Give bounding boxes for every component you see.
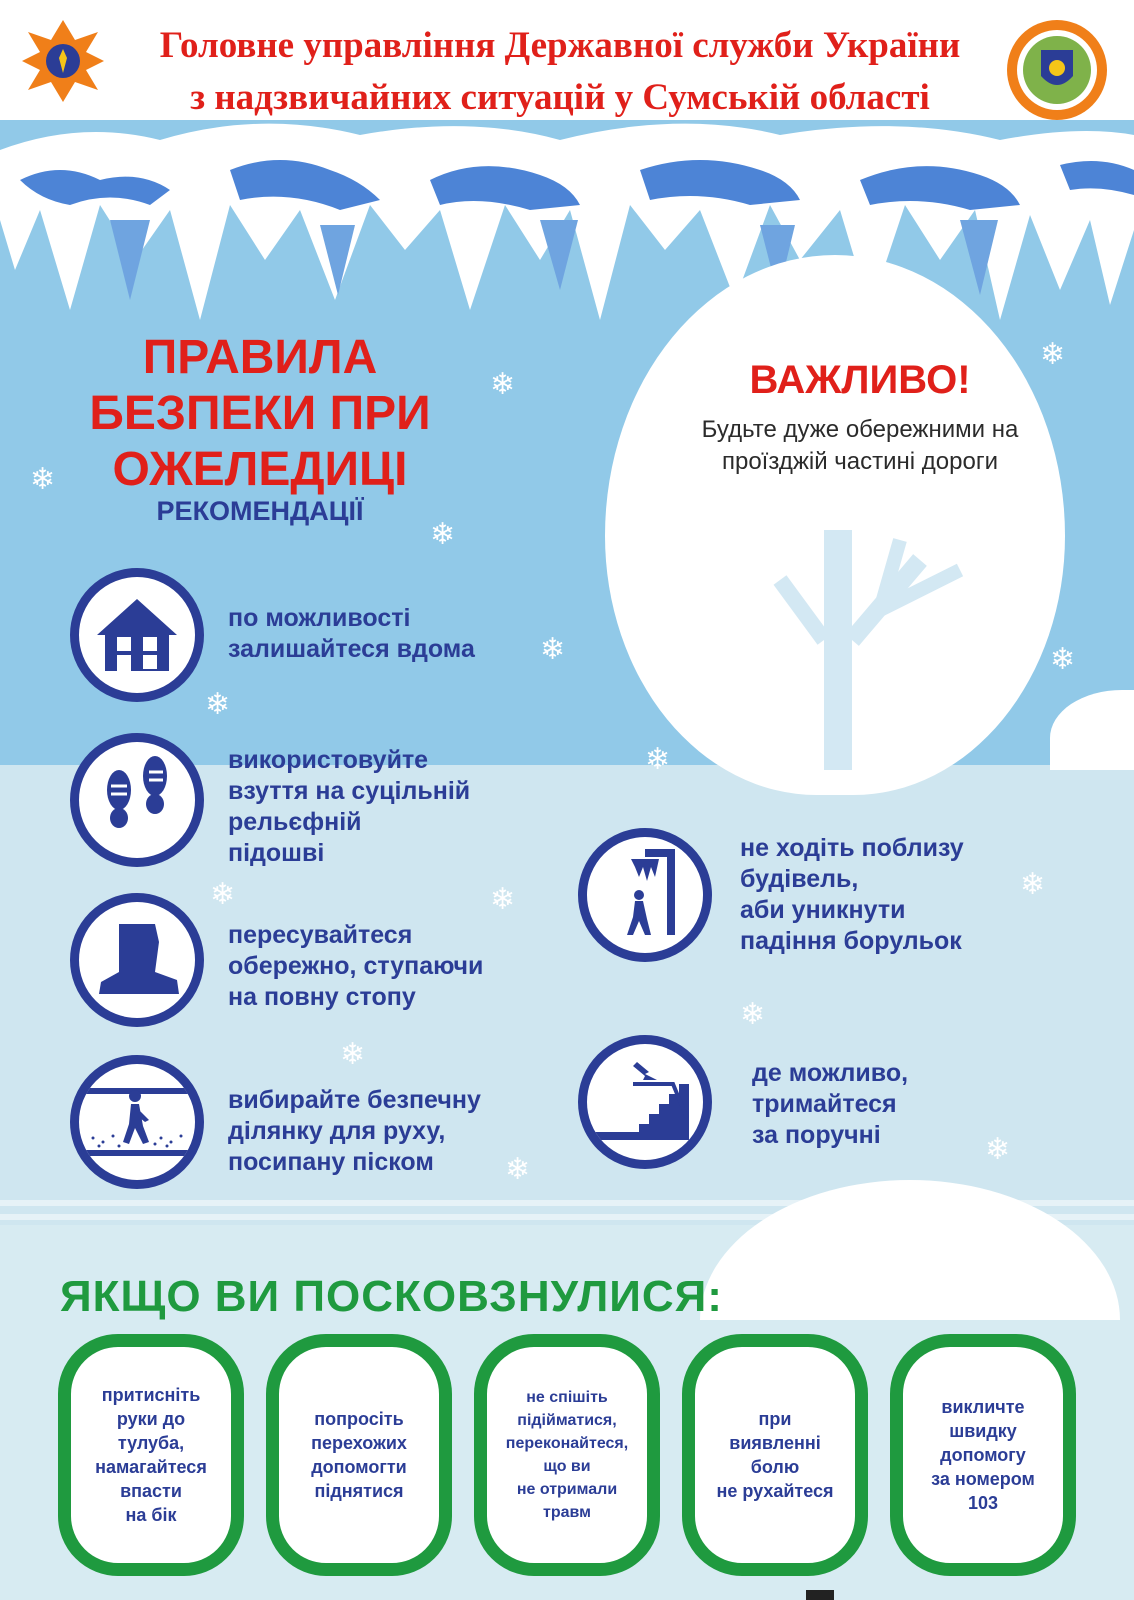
snowflake-icon: ❄: [1050, 643, 1076, 676]
recommendation-text: не ходіть поблизу будівель, аби уникнути падіння борульок: [740, 834, 964, 955]
walking-on-sand-icon: [70, 1055, 204, 1189]
stairs-handrail-icon: [578, 1035, 712, 1169]
poster-title: [60, 330, 460, 498]
slip-advice-card: викличте швидку допомогу за номером 103: [890, 1334, 1076, 1576]
snowflake-icon: ❄: [505, 1153, 531, 1186]
header-title: [110, 20, 1010, 124]
recommendation-text: пересувайтеся обережно, ступаючи на повну стопу: [228, 921, 484, 1011]
footprints-icon: [70, 733, 204, 867]
dsns-emblem-icon: [20, 18, 106, 104]
recommendation-text: використовуйте взуття на суцільній рельєфній підошві: [228, 746, 471, 867]
poster-title-line: ПРАВИЛА: [142, 331, 378, 384]
snowflake-icon: ❄: [740, 998, 766, 1031]
header-title-line1: Головне управління Державної служби України: [159, 25, 961, 66]
poster-subtitle: РЕКОМЕНДАЦІЇ: [156, 496, 364, 526]
poster-title-line: ОЖЕЛЕДИЦІ: [112, 443, 408, 496]
snowflake-icon: ❄: [645, 743, 671, 776]
tree-icon: [760, 530, 980, 770]
recommendation-text: по можливості залишайтеся вдома: [228, 604, 475, 663]
slip-section-title: ЯКЩО ВИ ПОСКОВЗНУЛИСЯ:: [60, 1272, 723, 1321]
recommendation-text: вибирайте безпечну ділянку для руху, посипану піском: [228, 1086, 481, 1176]
house-icon: [70, 568, 204, 702]
slip-advice-card: притисніть руки до тулуба, намагайтеся впасти на бік: [58, 1334, 244, 1576]
snowflake-icon: ❄: [1040, 338, 1066, 371]
snowflake-icon: ❄: [1020, 868, 1046, 901]
snowflake-icon: ❄: [30, 463, 56, 496]
sumy-emblem-icon: [1005, 18, 1109, 122]
slip-advice-card: попросіть перехожих допомогти піднятися: [266, 1334, 452, 1576]
important-text: Будьте дуже обережними на проїзджій частині дороги: [701, 416, 1019, 475]
snowflake-icon: ❄: [540, 633, 566, 666]
snowflake-icon: ❄: [490, 883, 516, 916]
slip-advice-card: при виявленні болю не рухайтеся: [682, 1334, 868, 1576]
page-marker: [806, 1590, 834, 1600]
header-title-line2: з надзвичайних ситуацій у Сумській області: [190, 77, 930, 118]
snowflake-icon: ❄: [430, 518, 456, 551]
snowflake-icon: ❄: [210, 878, 236, 911]
header: [0, 0, 1134, 125]
snowflake-icon: ❄: [340, 1038, 366, 1071]
slip-advice-card: не спішіть підійматися, переконайтеся, що ви не отримали травм: [474, 1334, 660, 1576]
boot-icon: [70, 893, 204, 1027]
snowflake-icon: ❄: [205, 688, 231, 721]
snowflake-icon: ❄: [490, 368, 516, 401]
icicle-danger-icon: [578, 828, 712, 962]
poster-title-line: БЕЗПЕКИ ПРИ: [89, 387, 431, 440]
snowflake-icon: ❄: [985, 1133, 1011, 1166]
recommendation-text: де можливо, тримайтеся за поручні: [752, 1059, 909, 1149]
important-heading: ВАЖЛИВО!: [749, 358, 971, 402]
